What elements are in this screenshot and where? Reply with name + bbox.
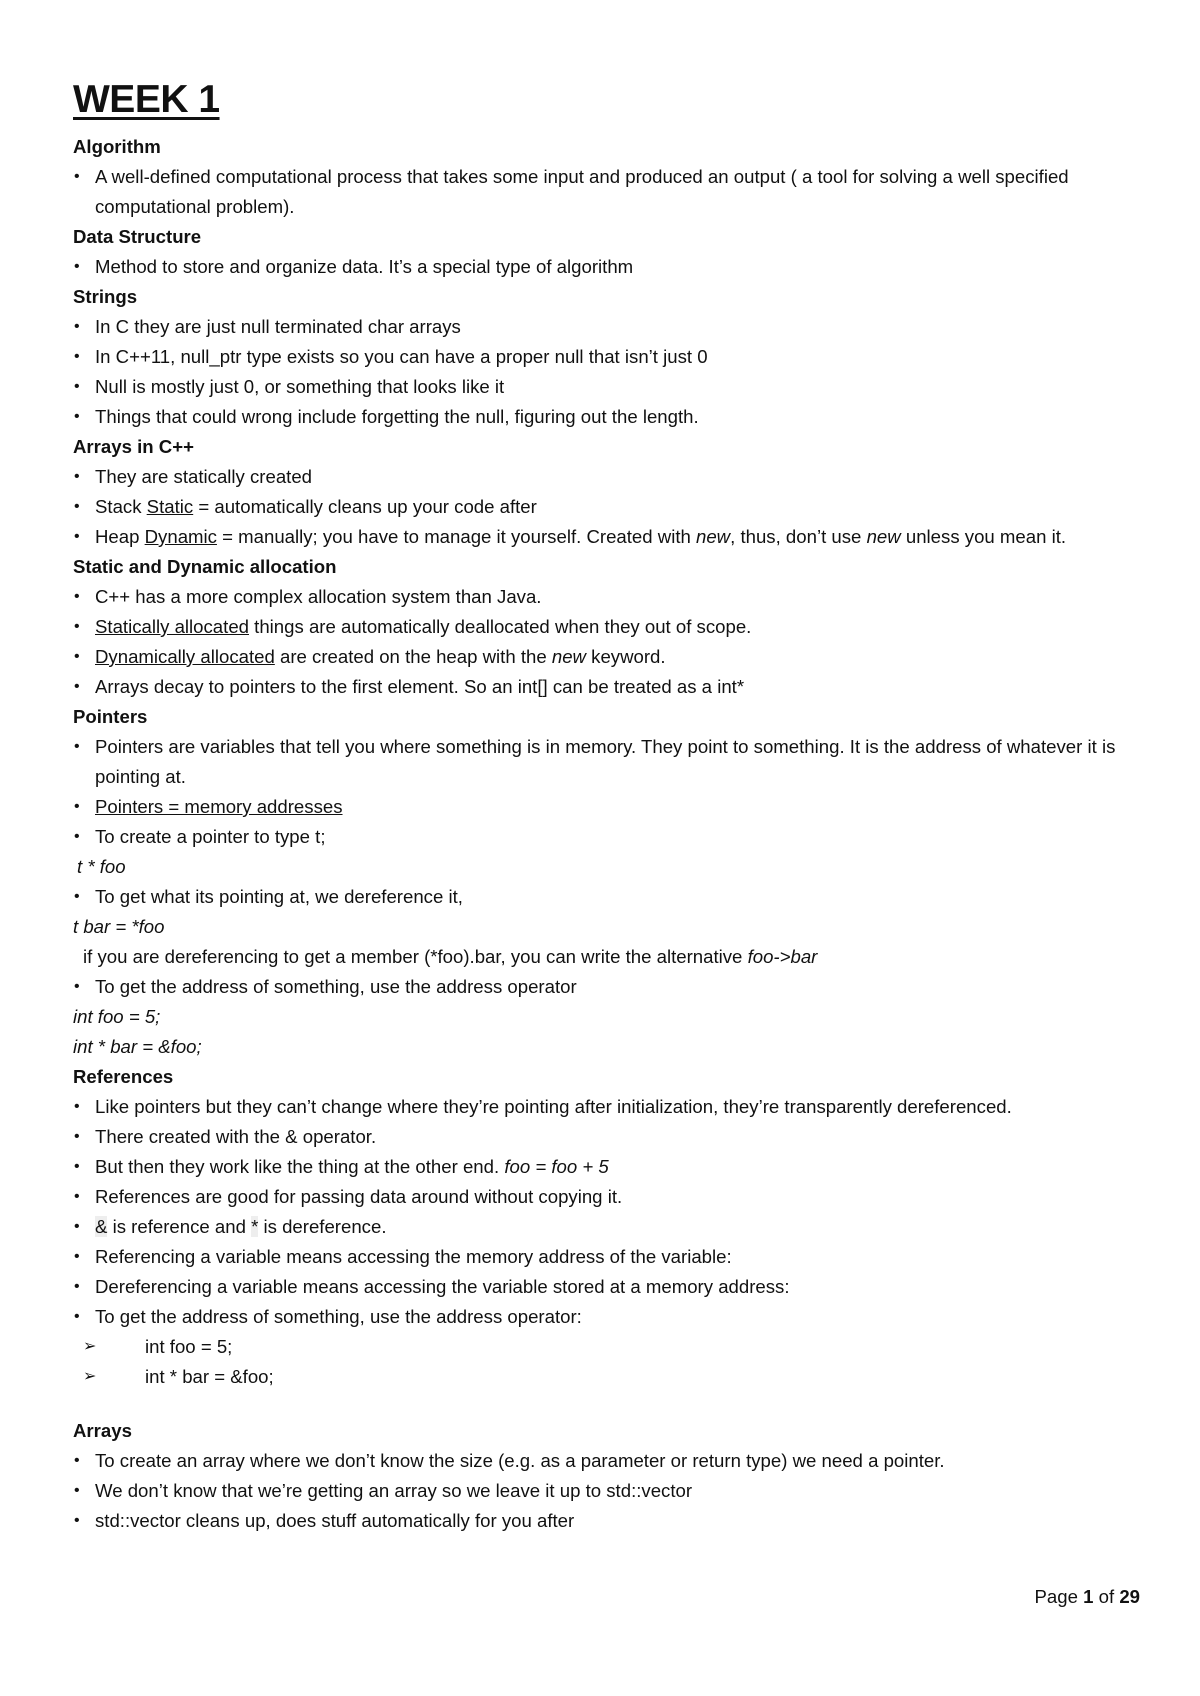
list-item bbox=[73, 492, 1153, 522]
code-line: t bar = *foo bbox=[73, 916, 165, 937]
underlined-term: Static bbox=[146, 496, 194, 517]
list-item-text: Method to store and organize data. It’s a special type of algorithm bbox=[95, 256, 634, 277]
list-item bbox=[73, 1152, 1153, 1182]
list-item-text: To get the address of something, use the address operator: bbox=[95, 1306, 582, 1327]
list-item bbox=[73, 402, 1153, 432]
list-item bbox=[73, 792, 1153, 822]
list-item-text: Heap bbox=[95, 526, 145, 547]
list-item bbox=[73, 1302, 1153, 1332]
section-heading-algorithm: Algorithm bbox=[73, 136, 161, 157]
highlighted-symbol: * bbox=[251, 1216, 259, 1237]
list-item bbox=[73, 972, 1153, 1002]
list-item bbox=[73, 252, 1153, 282]
bullet-icon: • bbox=[74, 588, 80, 605]
section-heading-arrays: Arrays bbox=[73, 1420, 132, 1441]
section-heading-strings: Strings bbox=[73, 286, 138, 307]
list-item-text: A well-defined computational process that takes some input and produced an output ( a tool for solving a well specified computational problem). bbox=[95, 166, 1069, 217]
list-item bbox=[73, 312, 1153, 342]
arrow-list-item bbox=[73, 1332, 1153, 1362]
bullet-icon: • bbox=[74, 408, 80, 425]
section-heading-arrays-cpp: Arrays in C++ bbox=[73, 436, 194, 457]
bullet-icon: • bbox=[74, 1512, 80, 1529]
list-item-text: But then they work like the thing at the other end. bbox=[95, 1156, 505, 1177]
list-item bbox=[73, 732, 1153, 792]
underlined-term: Dynamically allocated bbox=[95, 646, 275, 667]
document-body bbox=[73, 132, 1153, 1536]
list-item bbox=[73, 522, 1153, 552]
bullet-icon: • bbox=[74, 888, 80, 905]
bullet-icon: • bbox=[74, 1098, 80, 1115]
bullet-icon: • bbox=[74, 468, 80, 485]
list-item bbox=[73, 882, 1153, 912]
list-item-text: keyword. bbox=[585, 646, 666, 667]
section-heading-pointers: Pointers bbox=[73, 706, 148, 727]
bullet-icon: • bbox=[74, 1128, 80, 1145]
list-item-text: , thus, don’t use bbox=[730, 526, 867, 547]
of-label: of bbox=[1098, 1586, 1115, 1607]
list-item bbox=[73, 582, 1153, 612]
bullet-icon: • bbox=[74, 348, 80, 365]
list-item-text: Null is mostly just 0, or something that looks like it bbox=[95, 376, 505, 397]
list-item-text: To get what its pointing at, we dereference it, bbox=[95, 886, 463, 907]
bullet-icon: • bbox=[74, 258, 80, 275]
list-item-text: In C++11, null_ptr type exists so you can have a proper null that isn’t just 0 bbox=[95, 346, 708, 367]
list-item-text: are created on the heap with the bbox=[274, 646, 552, 667]
list-item-text: References are good for passing data around without copying it. bbox=[95, 1186, 623, 1207]
list-item bbox=[73, 672, 1153, 702]
bullet-icon: • bbox=[74, 738, 80, 755]
list-item-text: unless you mean it. bbox=[900, 526, 1067, 547]
underlined-term: Statically allocated bbox=[95, 616, 249, 637]
bullet-icon: • bbox=[74, 1278, 80, 1295]
list-item bbox=[73, 1446, 1153, 1476]
code-line: int * bar = &foo; bbox=[73, 1036, 202, 1057]
italic-keyword: foo = foo + 5 bbox=[504, 1156, 609, 1177]
list-item-text: std::vector cleans up, does stuff automatically for you after bbox=[95, 1510, 575, 1531]
page-footer bbox=[1035, 1586, 1141, 1608]
page-title: WEEK 1 bbox=[73, 78, 220, 121]
arrow-item-text: int * bar = &foo; bbox=[145, 1366, 274, 1387]
section-heading-static-dynamic: Static and Dynamic allocation bbox=[73, 556, 337, 577]
note-text: if you are dereferencing to get a member (*foo).bar, you can write the alternative bbox=[83, 946, 748, 967]
page-label: Page bbox=[1034, 1586, 1078, 1607]
list-item bbox=[73, 162, 1153, 222]
bullet-icon: • bbox=[74, 318, 80, 335]
note-line bbox=[73, 942, 1153, 972]
bullet-icon: • bbox=[74, 828, 80, 845]
list-item-text: Referencing a variable means accessing the memory address of the variable: bbox=[95, 1246, 732, 1267]
list-item bbox=[73, 1212, 1153, 1242]
list-item bbox=[73, 612, 1153, 642]
list-item-text: things are automatically deallocated when they out of scope. bbox=[249, 616, 752, 637]
bullet-icon: • bbox=[74, 1482, 80, 1499]
bullet-icon: • bbox=[74, 1188, 80, 1205]
spacer bbox=[73, 1392, 1153, 1416]
italic-keyword: new bbox=[696, 526, 731, 547]
list-item-text: To get the address of something, use the address operator bbox=[95, 976, 577, 997]
code-line: t * foo bbox=[77, 856, 126, 877]
list-item-text: Dereferencing a variable means accessing the variable stored at a memory address: bbox=[95, 1276, 790, 1297]
section-heading-references: References bbox=[73, 1066, 174, 1087]
section-heading-data-structure: Data Structure bbox=[73, 226, 202, 247]
italic-keyword: new bbox=[866, 526, 901, 547]
bullet-icon: • bbox=[74, 648, 80, 665]
list-item bbox=[73, 1476, 1153, 1506]
list-item-text: To create a pointer to type t; bbox=[95, 826, 326, 847]
list-item bbox=[73, 1092, 1153, 1122]
list-item-text: = automatically cleans up your code after bbox=[193, 496, 537, 517]
list-item bbox=[73, 642, 1153, 672]
arrow-list-item bbox=[73, 1362, 1153, 1392]
italic-keyword: new bbox=[551, 646, 586, 667]
list-item-text: There created with the & operator. bbox=[95, 1126, 377, 1147]
bullet-icon: • bbox=[74, 1452, 80, 1469]
list-item-text: Like pointers but they can’t change where they’re pointing after initialization, they’re transparently dereferenced. bbox=[95, 1096, 1012, 1117]
bullet-icon: • bbox=[74, 798, 80, 815]
list-item bbox=[73, 342, 1153, 372]
list-item-text: is dereference. bbox=[258, 1216, 387, 1237]
list-item-text: Arrays decay to pointers to the first element. So an int[] can be treated as a int* bbox=[95, 676, 745, 697]
arrow-item-text: int foo = 5; bbox=[145, 1336, 233, 1357]
code-line: int foo = 5; bbox=[73, 1006, 161, 1027]
list-item bbox=[73, 1182, 1153, 1212]
arrow-bullet-icon: ➢ bbox=[83, 1368, 97, 1385]
list-item bbox=[73, 462, 1153, 492]
highlighted-symbol: & bbox=[95, 1216, 108, 1237]
list-item-text: Pointers are variables that tell you where something is in memory. They point to something. It is the address of whatever it is pointing at. bbox=[95, 736, 1116, 787]
page-number: 1 bbox=[1083, 1586, 1094, 1607]
underlined-term: Pointers = memory addresses bbox=[95, 796, 343, 817]
list-item-text: We don’t know that we’re getting an array so we leave it up to std::vector bbox=[95, 1480, 693, 1501]
bullet-icon: • bbox=[74, 978, 80, 995]
bullet-icon: • bbox=[74, 168, 80, 185]
underlined-term: Dynamic bbox=[144, 526, 217, 547]
bullet-icon: • bbox=[74, 678, 80, 695]
list-item-text: = manually; you have to manage it yourself. Created with bbox=[216, 526, 696, 547]
arrow-bullet-icon: ➢ bbox=[83, 1338, 97, 1355]
bullet-icon: • bbox=[74, 498, 80, 515]
bullet-icon: • bbox=[74, 1218, 80, 1235]
bullet-icon: • bbox=[74, 528, 80, 545]
page-total: 29 bbox=[1119, 1586, 1140, 1607]
list-item bbox=[73, 1506, 1153, 1536]
list-item-text: In C they are just null terminated char arrays bbox=[95, 316, 461, 337]
list-item bbox=[73, 1272, 1153, 1302]
bullet-icon: • bbox=[74, 1308, 80, 1325]
list-item-text: C++ has a more complex allocation system than Java. bbox=[95, 586, 542, 607]
list-item bbox=[73, 1242, 1153, 1272]
list-item-text: Things that could wrong include forgetting the null, figuring out the length. bbox=[95, 406, 699, 427]
bullet-icon: • bbox=[74, 1248, 80, 1265]
bullet-icon: • bbox=[74, 378, 80, 395]
list-item bbox=[73, 372, 1153, 402]
list-item bbox=[73, 822, 1153, 852]
list-item-text: Stack bbox=[95, 496, 147, 517]
bullet-icon: • bbox=[74, 1158, 80, 1175]
list-item-text: To create an array where we don’t know the size (e.g. as a parameter or return type) we need a pointer. bbox=[95, 1450, 945, 1471]
list-item-text: is reference and bbox=[107, 1216, 252, 1237]
bullet-icon: • bbox=[74, 618, 80, 635]
italic-keyword: foo->bar bbox=[747, 946, 818, 967]
list-item-text: They are statically created bbox=[95, 466, 313, 487]
list-item bbox=[73, 1122, 1153, 1152]
